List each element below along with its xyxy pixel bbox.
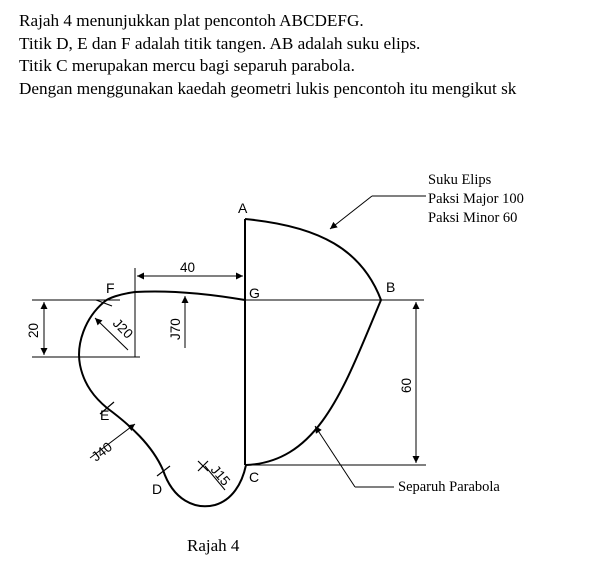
question-line-1: Rajah 4 menunjukkan plat pencontoh ABCDEFG. <box>19 11 364 30</box>
note-parabola: Separuh Parabola <box>398 479 500 495</box>
point-label-e: E <box>100 407 110 423</box>
point-label-c: C <box>249 469 260 485</box>
leader-ellipse-arrow <box>330 196 372 229</box>
arc-dc-r15 <box>163 465 246 506</box>
question-line-2: Titik D, E dan F adalah titik tangen. AB adalah suku elips. <box>19 33 421 53</box>
note-ellipse-title: Suku Elips <box>428 172 492 188</box>
figure-caption: Rajah 4 <box>187 536 240 555</box>
leader-parabola-arrow <box>315 426 355 487</box>
dim-text-r20: J20 <box>109 315 136 342</box>
point-label-b: B <box>386 279 396 295</box>
dimension-lines <box>32 196 426 490</box>
dim-text-20: 20 <box>26 322 41 338</box>
question-line-3: Titik C merupakan mercu bagi separuh parabola. <box>19 56 355 76</box>
point-label-d: D <box>152 481 163 497</box>
point-label-f: F <box>106 280 115 296</box>
quarter-ellipse-ab <box>245 219 381 300</box>
dim-text-r70: J70 <box>168 318 183 340</box>
arc-fe-r20 <box>79 302 107 408</box>
dim-text-r40: J40 <box>88 439 116 465</box>
half-parabola-bc <box>246 300 381 465</box>
point-label-a: A <box>238 200 248 216</box>
arc-gf-r70 <box>104 291 245 302</box>
note-minor-axis: Paksi Minor 60 <box>428 210 518 226</box>
tick-d <box>157 466 170 476</box>
dim-text-r15: J15 <box>207 462 234 489</box>
template-outline <box>79 219 381 506</box>
question-line-4: Dengan menggunakan kaedah geometri lukis pencontoh itu mengikut sk <box>19 78 517 98</box>
dim-text-40: 40 <box>180 260 196 275</box>
dim-text-60: 60 <box>399 377 414 393</box>
note-major-axis: Paksi Major 100 <box>428 191 524 207</box>
point-label-g: G <box>249 285 260 301</box>
